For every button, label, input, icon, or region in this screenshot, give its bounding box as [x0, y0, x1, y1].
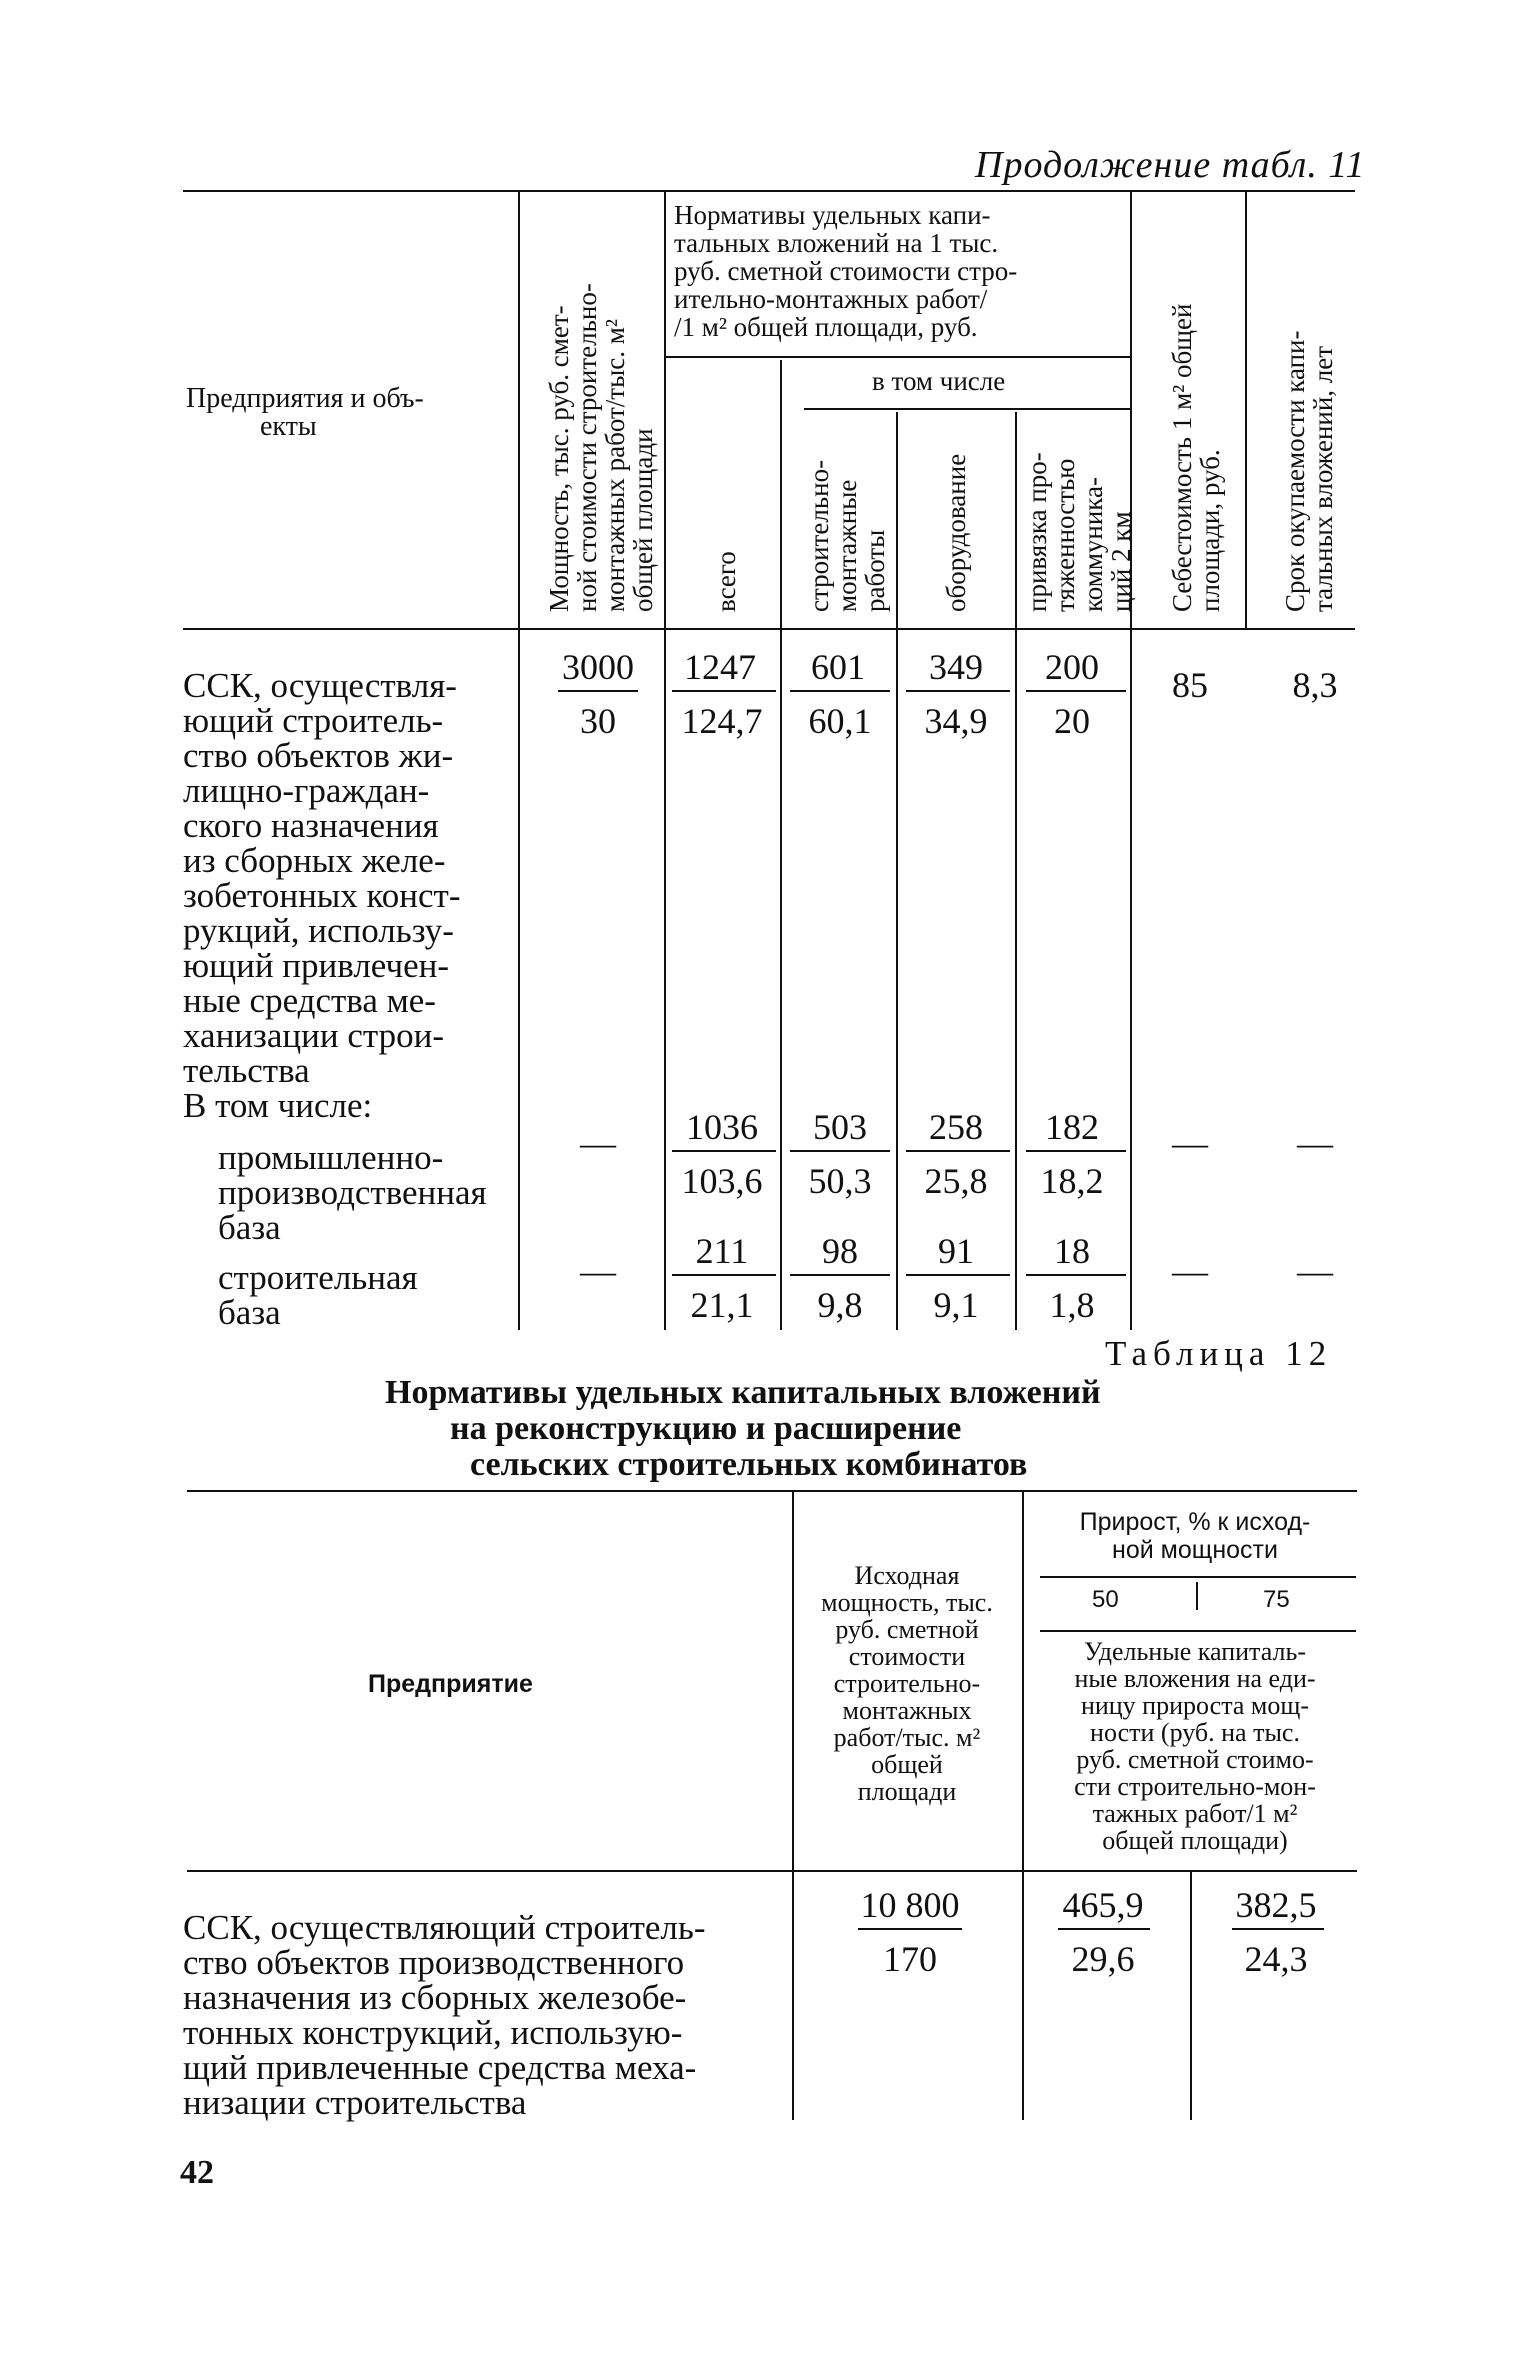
table12-top-rule: [187, 1490, 1357, 1492]
main-total-den: 124,7: [681, 701, 763, 741]
building-construction-num: 98: [822, 1231, 858, 1271]
divider: [1196, 1582, 1198, 1610]
industrial-total-den: 103,6: [681, 1161, 763, 1201]
growth-rule-2: [1040, 1630, 1356, 1632]
fraction-bar: [1026, 1274, 1126, 1276]
header-binding-4: ций 2 км: [1106, 511, 1136, 612]
row-industrial-label: промышленно- производственная база: [218, 1138, 487, 1247]
building-total-den: 21,1: [690, 1285, 754, 1325]
divider: [1015, 412, 1017, 1330]
fraction-bar: [906, 1274, 1010, 1276]
main-construction-den: 60,1: [808, 701, 872, 741]
building-capacity: —: [580, 1251, 616, 1291]
header-enterprise: Предприятия и объ-: [186, 383, 424, 414]
fraction-bar: [672, 1150, 776, 1152]
industrial-equipment-num: 258: [929, 1107, 983, 1147]
t12-header-enterprise: Предприятие: [368, 1670, 533, 1698]
main-capacity-den: 30: [580, 701, 616, 741]
divider: [792, 1492, 794, 2120]
header-cost-1: Себестоимость 1 м² общей: [1167, 303, 1197, 612]
table12-title-3: сельских строительных комбинатов: [470, 1446, 1028, 1483]
main-total-num: 1247: [684, 647, 756, 687]
fraction-bar: [906, 690, 1010, 692]
header-binding-3: коммуника-: [1078, 477, 1108, 612]
building-payback: —: [1297, 1251, 1333, 1291]
industrial-payback: —: [1297, 1123, 1333, 1163]
table12-head-rule: [187, 1870, 1357, 1872]
t12-v75-num: 382,5: [1235, 1885, 1317, 1925]
table12-title-1: Нормативы удельных капитальных вложений: [385, 1374, 1101, 1411]
table11-top-rule: [183, 190, 1355, 192]
main-construction-num: 601: [811, 647, 865, 687]
table11-head-rule: [183, 628, 1355, 630]
industrial-total-num: 1036: [686, 1107, 758, 1147]
header-norms-5: /1 м² общей площади, руб.: [674, 312, 978, 342]
t12-capacity-den: 170: [883, 1939, 937, 1979]
header-capacity-4: общей площади: [628, 428, 658, 612]
fraction-bar: [1026, 1150, 1126, 1152]
fraction-bar: [858, 1928, 962, 1930]
divider: [1130, 192, 1132, 1330]
t12-v50-den: 29,6: [1071, 1939, 1135, 1979]
fraction-bar: [906, 1150, 1010, 1152]
industrial-cost: —: [1172, 1123, 1208, 1163]
fraction-bar: [1232, 1928, 1324, 1930]
main-capacity-num: 3000: [562, 647, 634, 687]
header-norms-2: тальных вложений на 1 тыс.: [674, 228, 999, 258]
t12-v75-den: 24,3: [1244, 1939, 1308, 1979]
header-construction-2: монтажные: [832, 479, 862, 612]
building-binding-num: 18: [1054, 1231, 1090, 1271]
header-in-that-number: в том числе: [872, 366, 1006, 396]
t12-growth-75: 75: [1263, 1586, 1290, 1613]
header-capacity-3: монтажных работ/тыс. м²: [600, 319, 630, 612]
row-building-label: строительная база: [218, 1258, 418, 1332]
growth-rule: [1040, 1576, 1356, 1578]
fraction-bar: [790, 1274, 890, 1276]
main-cost: 85: [1172, 665, 1208, 705]
main-equipment-den: 34,9: [924, 701, 988, 741]
t12-header-specific: Удельные капиталь- ные вложения на еди- ницу прироста мощ- ности (руб. на тыс. руб. сметной стоимо- сти строительно-мон- тажных работ/1 м² общей площади): [1074, 1637, 1316, 1855]
building-equipment-den: 9,1: [933, 1285, 979, 1325]
table12-title-2: на реконструкцию и расширение: [450, 1410, 962, 1447]
header-cost-2: площади, руб.: [1195, 449, 1225, 612]
header-binding-1: привязка про-: [1022, 452, 1052, 612]
header-capacity-2: ной стоимости строительно-: [572, 283, 602, 612]
building-total-num: 211: [695, 1231, 749, 1271]
norms-subrule: [666, 356, 1130, 358]
table12-label: Таблица 12: [1105, 1334, 1333, 1373]
header-equipment: оборудование: [941, 453, 971, 612]
t12-capacity-num: 10 800: [860, 1885, 960, 1925]
divider: [1245, 192, 1247, 630]
building-binding-den: 1,8: [1049, 1285, 1095, 1325]
t12-header-growth: Прирост, % к исход- ной мощности: [1079, 1508, 1311, 1564]
industrial-equipment-den: 25,8: [924, 1161, 988, 1201]
fraction-bar: [790, 690, 890, 692]
divider: [1190, 1872, 1192, 2120]
header-construction-3: работы: [860, 529, 890, 612]
industrial-capacity: —: [580, 1123, 616, 1163]
norms-subrule-2: [804, 408, 1130, 410]
header-payback-2: тальных вложений, лет: [1308, 345, 1338, 612]
row-main-label: ССК, осуществля- ющий строитель- ство объектов жи- лищно-граждан- ского назначения из сборных желе- зобетонных конст- рукций, использу- ющий привлечен- ные средства ме- ханизации строи- тельства: [183, 666, 461, 1090]
header-norms-1: Нормативы удельных капи-: [674, 200, 991, 230]
t12-header-capacity: Исходная мощность, тыс. руб. сметной стоимости строительно- монтажных работ/тыс. м² общей площади: [821, 1561, 993, 1806]
t12-growth-50: 50: [1092, 1586, 1119, 1613]
divider: [780, 360, 782, 1330]
header-construction-1: строительно-: [804, 459, 834, 612]
industrial-binding-num: 182: [1045, 1107, 1099, 1147]
industrial-construction-num: 503: [813, 1107, 867, 1147]
continuation-label: Продолжение табл. 11: [975, 144, 1366, 186]
page-number: 42: [180, 2154, 214, 2191]
main-equipment-num: 349: [929, 647, 983, 687]
header-enterprise-2: екты: [260, 411, 317, 442]
t12-v50-num: 465,9: [1062, 1885, 1144, 1925]
building-cost: —: [1172, 1251, 1208, 1291]
main-binding-num: 200: [1045, 647, 1099, 687]
divider: [664, 192, 666, 1330]
header-norms-3: руб. сметной стоимости стро-: [674, 256, 1018, 286]
header-binding-2: тяженностью: [1050, 458, 1080, 612]
industrial-binding-den: 18,2: [1040, 1161, 1104, 1201]
fraction-bar: [790, 1150, 890, 1152]
divider: [1022, 1492, 1024, 2120]
in-that-number-label: В том числе:: [183, 1086, 373, 1125]
main-payback: 8,3: [1292, 665, 1338, 705]
divider: [518, 192, 520, 1330]
header-capacity-1: Мощность, тыс. руб. смет-: [544, 305, 574, 612]
divider: [896, 412, 898, 1330]
fraction-bar: [1058, 1928, 1150, 1930]
header-norms-4: ительно-монтажных работ/: [674, 284, 988, 314]
fraction-bar: [672, 1274, 776, 1276]
fraction-bar: [672, 690, 776, 692]
industrial-construction-den: 50,3: [808, 1161, 872, 1201]
fraction-bar: [558, 690, 638, 692]
header-total: всего: [711, 551, 741, 612]
building-equipment-num: 91: [938, 1231, 974, 1271]
main-binding-den: 20: [1054, 701, 1090, 741]
fraction-bar: [1026, 690, 1126, 692]
t12-row-label: ССК, осуществляющий строитель- ство объектов производственного назначения из сборных железобе- тонных конструкций, использую- щий привлеченные средства меха- низации строительства: [183, 1908, 706, 2122]
building-construction-den: 9,8: [817, 1285, 863, 1325]
header-payback-1: Срок окупаемости капи-: [1280, 330, 1310, 612]
